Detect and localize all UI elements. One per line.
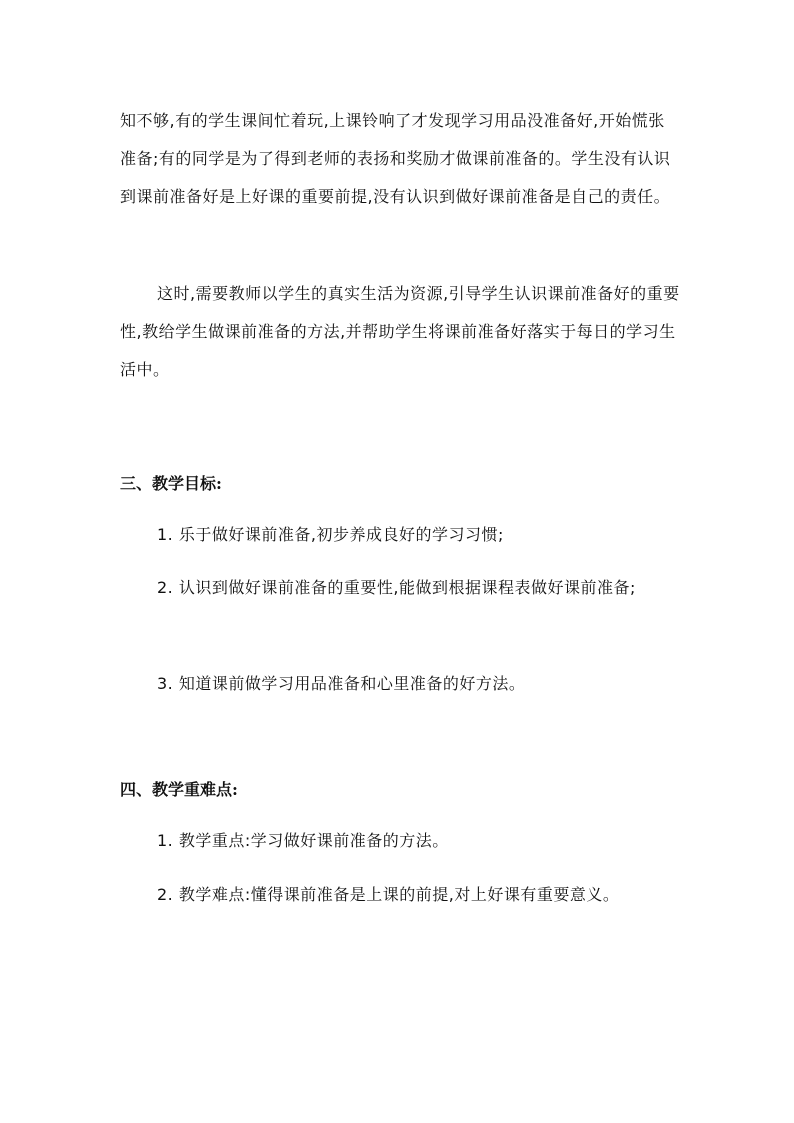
goal-item-3: 3. 知道课前做学习用品准备和心里准备的好方法。 (157, 674, 526, 693)
section-heading-key-points: 四、教学重难点: (120, 780, 238, 799)
body-paragraph-continued: 知不够,有的学生课间忙着玩,上课铃响了才发现学习用品没准备好,开始慌张准备;有的同学是为了得到老师的表扬和奖励才做课前准备的。学生没有认识到课前准备好是上好课的重要前提,没有认识到做好课前准备是自己的责任。 (120, 111, 671, 206)
section-heading-teaching-goals: 三、教学目标: (120, 474, 222, 493)
goal-item-2: 2. 认识到做好课前准备的重要性,能做到根据课程表做好课前准备; (157, 578, 636, 597)
body-paragraph-teacher-guidance: 这时,需要教师以学生的真实生活为资源,引导学生认识课前准备好的重要性,教给学生做课前准备的方法,并帮助学生将课前准备好落实于每日的学习生活中。 (120, 284, 680, 379)
goal-item-1: 1. 乐于做好课前准备,初步养成良好的学习习惯; (157, 525, 504, 544)
key-point-item-2: 2. 教学难点:懂得课前准备是上课的前提,对上好课有重要意义。 (157, 885, 620, 904)
key-point-item-1: 1. 教学重点:学习做好课前准备的方法。 (157, 831, 449, 850)
